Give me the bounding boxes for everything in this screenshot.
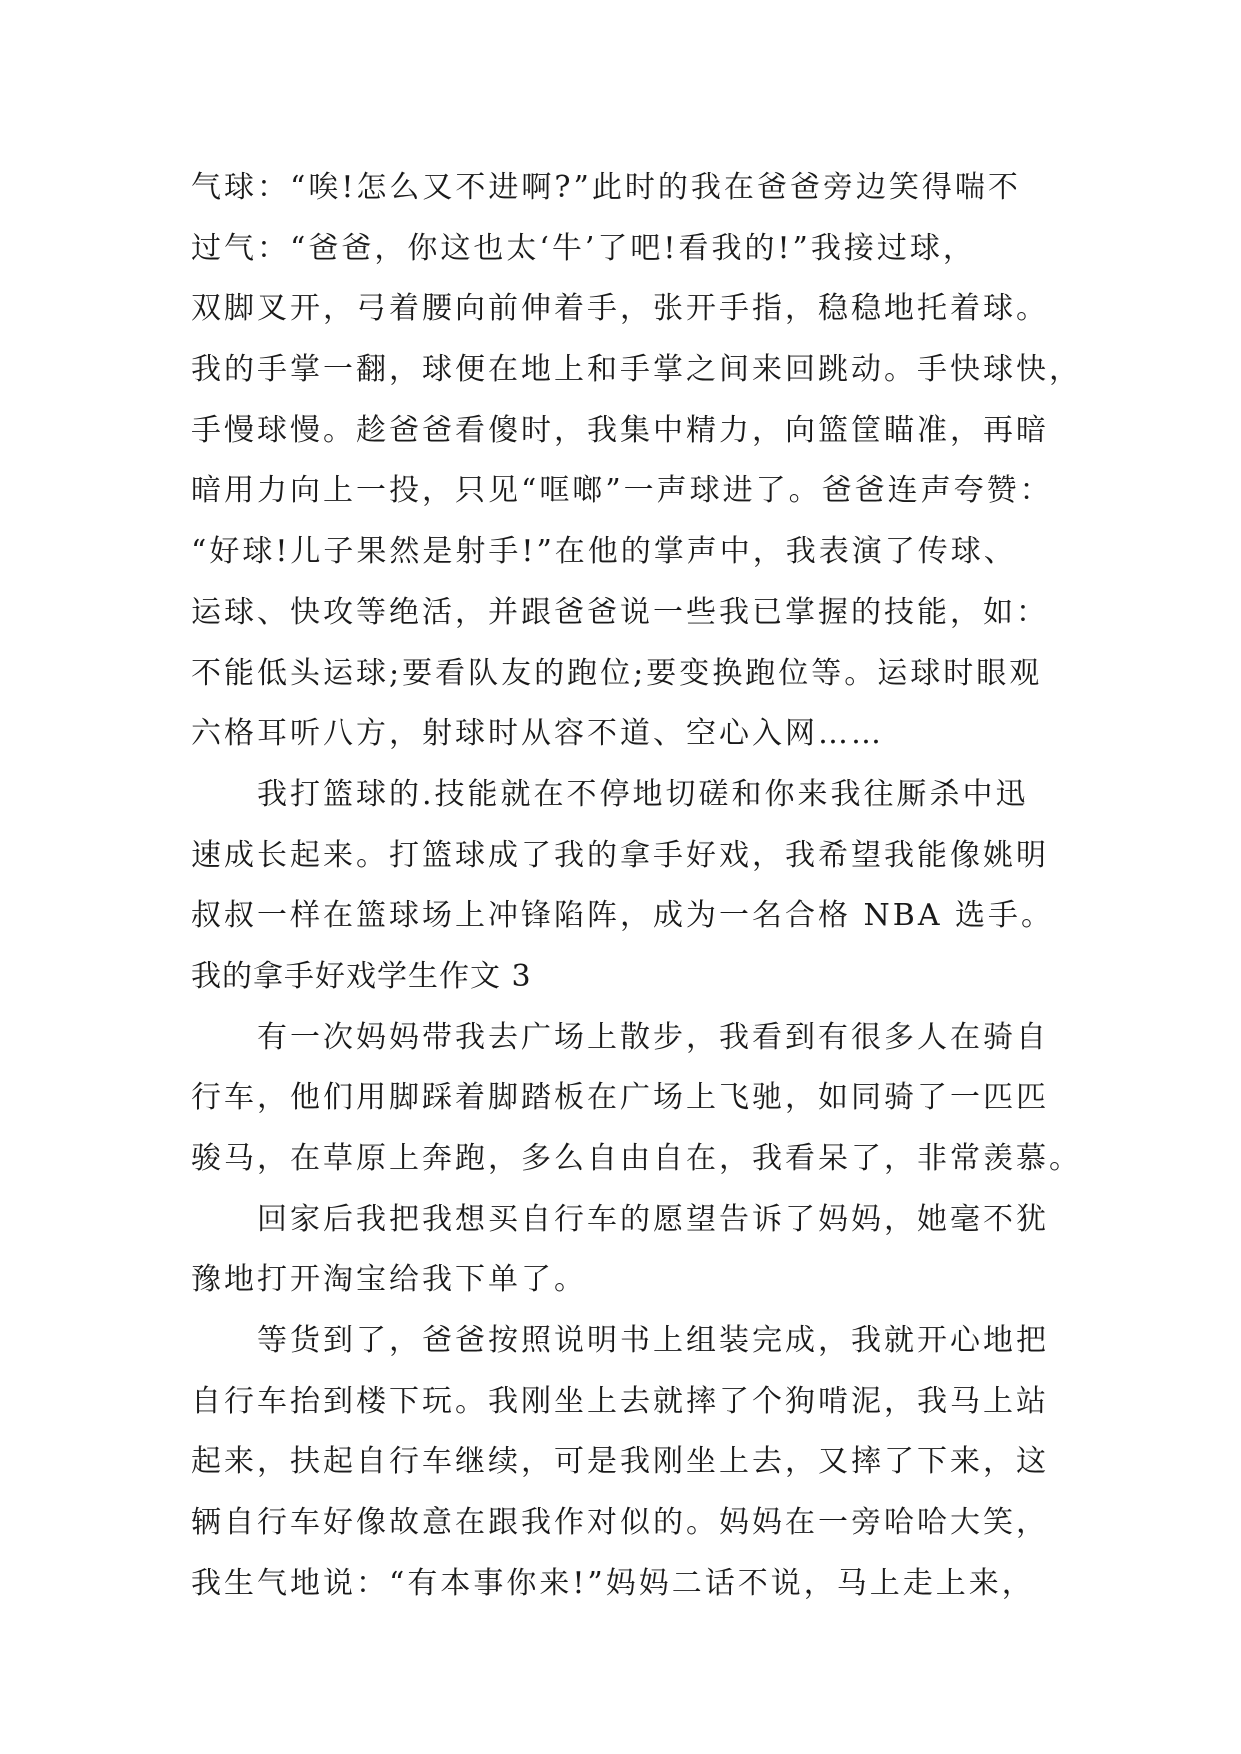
text-line: 豫地打开淘宝给我下单了。 xyxy=(191,1262,587,1298)
document-body xyxy=(191,158,1091,1615)
text-line: 有一次妈妈带我去广场上散步，我看到有很多人在骑自 xyxy=(257,1019,1049,1055)
text-line: 气球：“唉!怎么又不进啊?”此时的我在爸爸旁边笑得喘不 xyxy=(191,170,1021,205)
text-line: 我生气地说：“有本事你来!”妈妈二话不说，马上走上来， xyxy=(191,1565,1035,1601)
text-line: 手慢球慢。趁爸爸看傻时，我集中精力，向篮筐瞄准，再暗 xyxy=(191,412,1049,448)
text-line: 叔叔一样在篮球场上冲锋陷阵，成为一名合格 NBA 选手。 xyxy=(191,898,1055,934)
text-line: 起来，扶起自行车继续，可是我刚坐上去，又摔了下来，这 xyxy=(191,1444,1049,1480)
text-line: 速成长起来。打篮球成了我的拿手好戏，我希望我能像姚明 xyxy=(191,837,1049,873)
text-line: “好球!儿子果然是射手!”在他的掌声中，我表演了传球、 xyxy=(191,534,1017,570)
text-line: 回家后我把我想买自行车的愿望告诉了妈妈，她毫不犹 xyxy=(257,1201,1049,1237)
text-line: 运球、快攻等绝活，并跟爸爸说一些我已掌握的技能，如： xyxy=(191,594,1049,630)
text-line: 双脚叉开，弓着腰向前伸着手，张开手指，稳稳地托着球。 xyxy=(191,291,1049,327)
text-line: 自行车抬到楼下玩。我刚坐上去就摔了个狗啃泥，我马上站 xyxy=(191,1383,1049,1419)
text-line: 行车，他们用脚踩着脚踏板在广场上飞驰，如同骑了一匹匹 xyxy=(191,1080,1049,1116)
text-line: 过气：“爸爸，你这也太‘牛’了吧!看我的!”我接过球， xyxy=(191,230,976,266)
text-line: 辆自行车好像故意在跟我作对似的。妈妈在一旁哈哈大笑， xyxy=(191,1505,1049,1541)
text-line: 不能低头运球;要看队友的跑位;要变换跑位等。运球时眼观 xyxy=(191,655,1043,691)
text-line: 暗用力向上一投，只见“哐啷”一声球进了。爸爸连声夸赞： xyxy=(191,473,1053,509)
text-line: 我的手掌一翻，球便在地上和手掌之间来回跳动。手快球快， xyxy=(191,352,1082,388)
section-heading: 我的拿手好戏学生作文 3 xyxy=(191,958,532,994)
text-line: 我打篮球的.技能就在不停地切磋和你来我往厮杀中迅 xyxy=(257,776,1029,812)
text-line: 六格耳听八方，射球时从容不道、空心入网…… xyxy=(191,716,884,752)
text-line: 等货到了，爸爸按照说明书上组装完成，我就开心地把 xyxy=(257,1323,1049,1359)
text-line: 骏马，在草原上奔跑，多么自由自在，我看呆了，非常羡慕。 xyxy=(191,1141,1082,1176)
